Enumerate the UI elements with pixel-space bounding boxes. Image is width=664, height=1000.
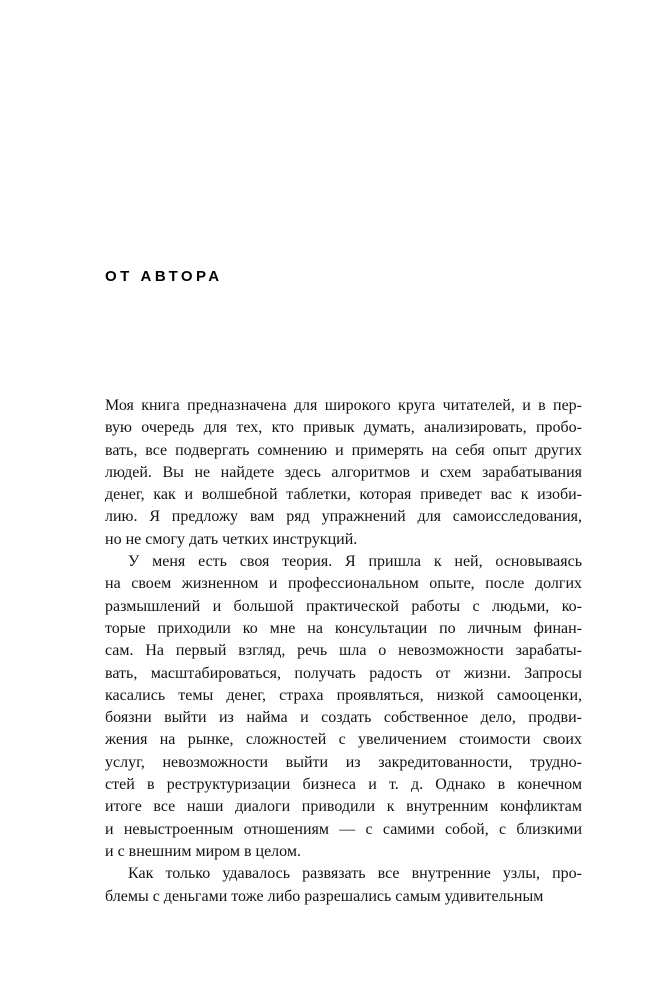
paragraph xyxy=(105,863,582,908)
text-block xyxy=(105,268,582,908)
paragraph xyxy=(105,395,582,551)
text-line: стей в реструктуризации бизнеса и т. д. Однако в конечном xyxy=(105,776,582,794)
text-line: сам. На первый взгляд, речь шла о невозможности зарабаты- xyxy=(105,642,582,660)
text-line: Моя книга предназначена для широкого круга читателей, и в пер- xyxy=(105,397,582,414)
text-line: касались темы денег, страха проявляться, низкой самооценки, xyxy=(105,686,582,704)
text-line: вую очередь для тех, кто привык думать, анализировать, пробо- xyxy=(105,419,582,437)
text-line: размышлений и большой практической работы с людьми, ко- xyxy=(105,597,582,615)
text-line: и с внешним миром в целом. xyxy=(105,842,301,860)
text-line: и невыстроенным отношениям — с самими собой, с близкими xyxy=(105,820,582,838)
text-line: но не смогу дать четких инструкций. xyxy=(105,530,358,548)
text-line: вать, все подвергать сомнению и примерять на себя опыт других xyxy=(105,441,582,459)
chapter-heading: ОТ АВТОРА xyxy=(105,268,223,285)
text-line: услуг, невозможности выйти из закредитованности, трудно- xyxy=(105,753,582,771)
text-line: торые приходили ко мне на консультации по личным финан- xyxy=(105,619,582,637)
paragraph xyxy=(105,551,582,863)
text-line: Как только удавалось развязать все внутренние узлы, про- xyxy=(128,865,582,883)
body-text xyxy=(105,395,582,908)
text-line: вать, масштабироваться, получать радость от жизни. Запросы xyxy=(105,664,582,682)
text-line: жения на рынке, сложностей с увеличением стоимости своих xyxy=(105,731,582,749)
text-line: итоге все наши диалоги приводили к внутренним конфликтам xyxy=(105,798,582,816)
text-line: У меня есть своя теория. Я пришла к ней, основываясь xyxy=(128,553,582,571)
text-line: лию. Я предложу вам ряд упражнений для самоисследования, xyxy=(105,508,582,526)
text-line: боязни выйти из найма и создать собственное дело, продви- xyxy=(105,709,582,727)
text-line: людей. Вы не найдете здесь алгоритмов и схем зарабатывания xyxy=(105,463,582,481)
text-line: на своем жизненном и профессиональном опыте, после долгих xyxy=(105,575,582,593)
text-line: денег, как и волшебной таблетки, которая приведет вас к изоби- xyxy=(105,486,582,504)
text-line: блемы с деньгами тоже либо разрешались самым удивительным xyxy=(105,887,544,905)
